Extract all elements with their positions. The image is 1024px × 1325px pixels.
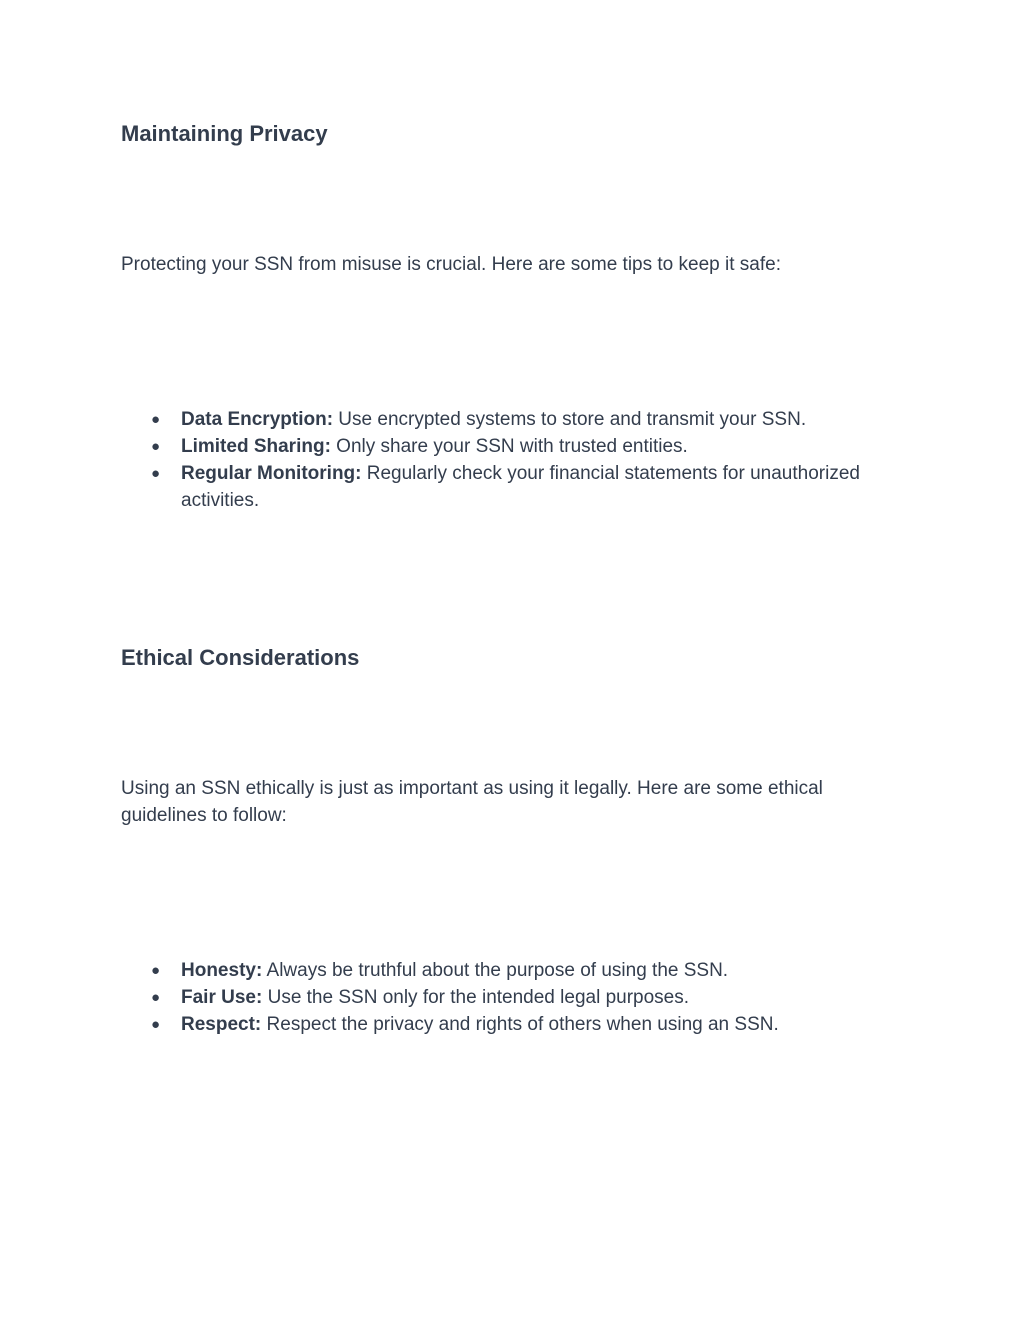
list-item-term: Limited Sharing:: [181, 436, 331, 457]
bullet-icon: ●: [151, 989, 161, 1006]
list-item: [0, 957, 1024, 984]
list-item-term: Fair Use:: [181, 987, 263, 1008]
privacy-tips-list: [0, 406, 1024, 514]
list-item-text: Use the SSN only for the intended legal purposes.: [262, 987, 690, 1008]
bullet-icon: ●: [151, 962, 161, 979]
list-item-text: Regularly check your financial statements for unauthorized activities.: [181, 463, 860, 511]
list-item-text: Use encrypted systems to store and transmit your SSN.: [333, 409, 807, 430]
list-item: [0, 460, 1024, 514]
list-item-text: Only share your SSN with trusted entities.: [330, 436, 688, 457]
list-item-term: Data Encryption:: [181, 409, 334, 430]
list-item: [0, 1011, 1024, 1038]
bullet-icon: ●: [151, 1016, 161, 1033]
list-item-term: Honesty:: [181, 960, 263, 981]
section-heading-maintaining-privacy: Maintaining Privacy: [121, 121, 328, 146]
ethical-guidelines-list: [0, 957, 1024, 1038]
bullet-icon: ●: [151, 465, 161, 482]
bullet-icon: ●: [151, 411, 161, 428]
section-intro-privacy: Protecting your SSN from misuse is crucial. Here are some tips to keep it safe:: [121, 254, 781, 275]
list-item: [0, 406, 1024, 433]
bullet-icon: ●: [151, 438, 161, 455]
list-item-term: Respect:: [181, 1014, 262, 1035]
section-heading-ethical-considerations: Ethical Considerations: [121, 645, 360, 670]
list-item: [0, 433, 1024, 460]
list-item-text: Always be truthful about the purpose of using the SSN.: [262, 960, 729, 981]
section-intro-ethical: Using an SSN ethically is just as important as using it legally. Here are some ethical guidelines to follow:: [121, 778, 823, 826]
list-item-term: Regular Monitoring:: [181, 463, 362, 484]
list-item: [0, 984, 1024, 1011]
list-item-text: Respect the privacy and rights of others when using an SSN.: [261, 1014, 779, 1035]
